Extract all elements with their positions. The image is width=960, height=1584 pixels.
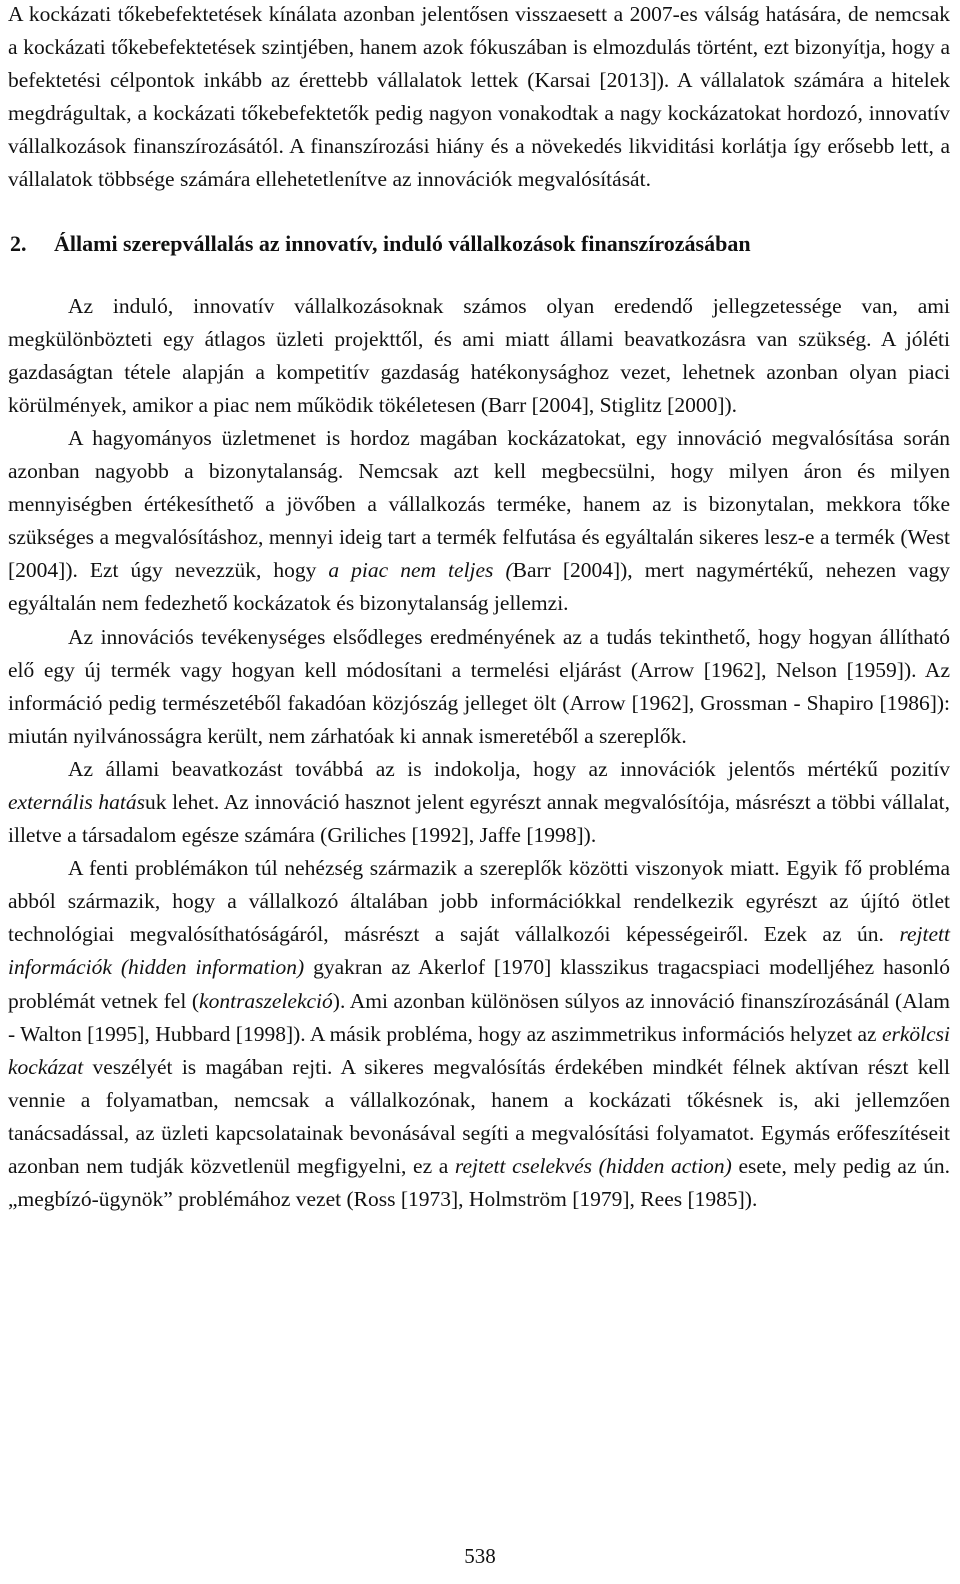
italic-term: rejtett cselekvés (hidden action) [454,1154,732,1178]
text-run: A fenti problémákon túl nehézség származik a szereplők közötti viszonyok miatt. Egyik fő probléma abból származik, hogy a vállalkozó általában jobb információkkal rendelkezik egyrészt az újító ötlet technológiai megvalósíthatóságáról, másrészt a saját vállalkozói képességeiről. Ezek az ún. [8,856,950,947]
text-run: A hagyományos üzletmenet is hordoz magában kockázatokat, egy innováció megvalósítása során azonban nagyobb a bizonytalanság. Nemcsak azt kell megbecsülni, hogy milyen áron és milyen mennyiségben értékesíthető a jövőben a vállalkozás terméke, hanem az is bizonytalan, mekkora tőke szükséges a megvalósításhoz, mennyi ideig tart a termék felfutása és egyáltalán sikeres lesz-e a termék (West [2004]). Ezt úgy nevezzük, hogy [8,425,950,583]
paragraph-5 [8,852,950,1216]
text-run: uk lehet. Az innováció hasznot jelent egyrészt annak megvalósítója, másrészt a többi vállalat, illetve a társadalom egésze számára (Griliches [1992], Jaffe [1998]). [8,789,950,848]
paragraph-1: Az induló, innovatív vállalkozásoknak számos olyan eredendő jellegzetessége van, ami megkülönbözteti egy átlagos üzleti projekttől, és ami miatt állami beavatkozásra van szükség. A jóléti gazdaságtan tétele alapján a kompetitív gazdaság hatékonysághoz vezet, lehetnek azonban olyan piaci körülmények, amikor a piac nem működik tökéletesen (Barr [2004], Stiglitz [2000]). [8,293,950,417]
italic-term: kontraszelekció [199,988,333,1013]
text-run: gyakran az Akerlof [1970] klasszikus tragacspiaci modelljéhez hasonló problémát vetnek fel ( [8,955,950,1013]
text-run: ). Ami azonban különösen súlyos az innováció finanszírozásánál (Alam - Walton [1995], Hubbard [1998]). A másik probléma, hogy az aszimmetrikus információs helyzet az [8,988,950,1046]
paragraph-3: Az innovációs tevékenységes elsődleges eredményének az a tudás tekinthető, hogy hogyan állítható elő egy új termék vagy hogyan kell módosítani a termelési eljárást (Arrow [1962], Nelson [1959]). Az információ pedig természetéből fakadóan közjószág jelleget ölt (Arrow [1962], Grossman - Shapiro [1986]): miután nyilvánosságra került, nem zárhatóak ki annak ismeretéből a szereplők. [8,624,950,748]
section-heading [8,227,950,260]
paragraph-intro: A kockázati tőkebefektetések kínálata azonban jelentősen visszaesett a 2007-es válság hatására, de nemcsak a kockázati tőkebefektetések szintjében, hanem azok fókuszában is elmozdulás történt, ezt bizonyítja, hogy a befektetési célpontok inkább az érettebb vállalatok lettek (Karsai [2013]). A vállalatok számára a hitelek megdrágultak, a kockázati tőkebefektetők pedig nagyon vonakodtak a nagy kockázatokat hordozó, innovatív vállalkozások finanszírozásától. A finanszírozási hiány és a növekedés likviditási korlátja így erősebb lett, a vállalatok többsége számára ellehetetlenítve az innovációk megvalósítását. [8,2,950,192]
text-run: esete, mely pedig az ún. „megbízó-ügynök” problémához vezet (Ross [1973], Holmström [1979], Rees [1985]). [8,1154,951,1212]
section-title: Állami szerepvállalás az innovatív, induló vállalkozások finanszírozásában [54,230,751,256]
section-number: 2. [10,230,27,256]
paragraph-4 [8,753,950,852]
italic-term: erkölcsi kockázat [8,1021,950,1079]
italic-term: externális hatás [8,789,146,814]
italic-term: a piac nem teljes ( [328,558,513,583]
paragraph-2 [8,422,950,621]
page-number: 538 [464,1544,496,1568]
text-run: Az állami beavatkozást továbbá az is indokolja, hogy az innovációk jelentős mértékű pozitív [68,756,950,781]
text-run: veszélyét is magában rejti. A sikeres megvalósítás érdekében mindkét félnek aktívan részt kell vennie a folyamatban, nemcsak a vállalkozónak, hanem a kockázati tőkésnek is, aki jellemzően tanácsadással, az üzleti kapcsolatainak bevonásával segíti a megvalósítási folyamatot. Egymás erőfeszítéseit azonban nem tudják közvetlenül megfigyelni, ez a [8,1054,950,1178]
text-run: Barr [2004]), mert nagymértékű, nehezen vagy egyáltalán nem fedezhető kockázatok és bizonytalanság jellemzi. [8,558,950,616]
italic-term: rejtett információk (hidden information) [8,922,950,980]
